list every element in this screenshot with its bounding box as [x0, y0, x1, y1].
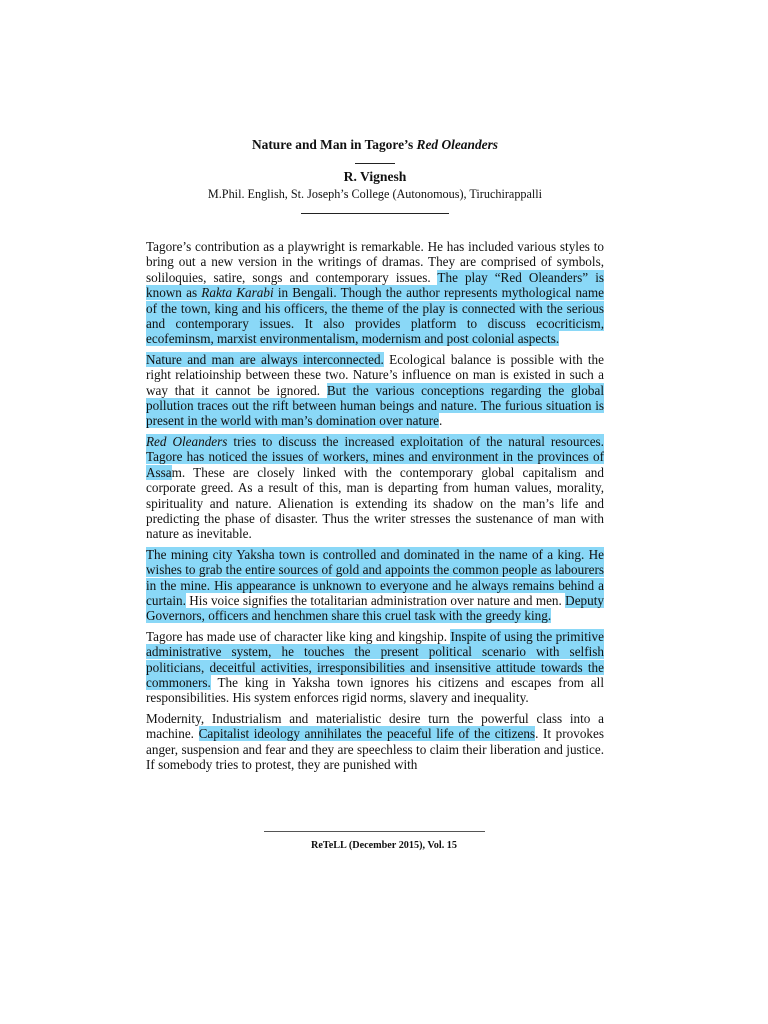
highlighted-text: The mining city Yaksha town is controlled and dominated in the name of a king. He wishes to grab the entire sources of gold and appoints the common people as labourers in the mine. His appearance is unknown to everyone and he always remains behind a curtain.	[146, 546, 604, 608]
title-italic-text: Red Oleanders	[416, 137, 499, 152]
highlighted-text: tries to discuss the increased exploitation of the natural resources. Tagore has noticed the issues of workers, mines and environment in the provinces of Assa	[146, 433, 604, 480]
paragraph-text: Ecological balance is possible with the right relatioinship between these two. Nature’s influence on man is existed in such a way that it cannot be ignored.	[146, 351, 604, 398]
highlighted-text: Capitalist ideology annihilates the peaceful life of the citizens	[198, 726, 536, 742]
paragraph-text: .	[439, 413, 443, 429]
highlighted-text: Inspite of using the primitive administrative system, he touches the present political scenario with selfish politicians, deceitful activities, irresponsibilities and insensitive attitude towards the commoners.	[146, 628, 604, 690]
highlighted-text: Rakta Karabi	[201, 285, 274, 301]
paragraph-text: m. These are closely linked with the contemporary global capitalism and corporate greed. As a result of this, man is departing from human values, morality, spirituality and nature. Alienation is extending its shadow on the man’s life and predicting the phase of disaster. Thus the writer stresses the sustenance of man with nature as inevitable.	[146, 464, 604, 542]
author-name: R. Vignesh	[343, 169, 407, 184]
article-body	[146, 239, 604, 772]
paragraph-text: . It provokes anger, suspension and fear and they are speechless to claim their liberation and justice. If somebody tries to protest, they are punished with	[146, 726, 605, 772]
highlighted-text: Nature and man are always interconnected.	[146, 351, 384, 367]
paragraph-text: Tagore has made use of character like king and kingship.	[146, 628, 451, 644]
footer-citation: ReTeLL (December 2015), Vol. 15	[310, 840, 457, 851]
body-paragraph	[146, 239, 604, 347]
paragraph-text: His voice signifies the totalitarian administration over nature and men.	[185, 592, 566, 608]
highlighted-text: The play “Red Oleanders” is known as	[146, 269, 604, 301]
article-page	[146, 136, 604, 777]
title-divider	[355, 163, 395, 164]
highlighted-text: Red Oleanders	[146, 433, 228, 449]
article-title	[146, 136, 604, 154]
body-paragraph	[146, 629, 604, 706]
highlighted-text: But the various conceptions regarding the global pollution traces out the rift between human beings and nature. The furious situation is present in the world with man’s domination over nature	[146, 382, 604, 429]
body-paragraph	[146, 711, 604, 773]
paragraph-text: Modernity, Industrialism and materialistic desire turn the powerful class into a machine.	[146, 710, 604, 742]
footer-divider	[264, 831, 485, 832]
paragraph-text: The king in Yaksha town ignores his citizens and escapes from all responsibilities. His system enforces rigid norms, slavery and inequality.	[146, 674, 604, 706]
highlighted-text: Deputy Governors, officers and henchmen share this cruel task with the greedy king.	[146, 592, 604, 624]
body-paragraph	[146, 547, 604, 624]
highlighted-text: in Bengali. Though the author represents mythological name of the town, king and his officers, the theme of the play is connected with the serious and contemporary issues. It also provides platform to discuss ecocriticism, ecofeminsm, marxist environmentalism, modernism and post colonial aspects.	[146, 285, 605, 347]
author-affiliation: M.Phil. English, St. Joseph’s College (Autonomous), Tiruchirappalli	[207, 187, 543, 201]
body-paragraph	[146, 352, 604, 429]
body-paragraph	[146, 434, 604, 542]
title-text: Nature and Man in Tagore’s	[251, 137, 417, 152]
header-divider	[301, 213, 449, 214]
paragraph-text: Tagore’s contribution as a playwright is remarkable. He has included various styles to bring out a new version in the writings of dramas. They are comprised of symbols, soliloquies, satire, songs and contemporary issues.	[146, 239, 604, 285]
